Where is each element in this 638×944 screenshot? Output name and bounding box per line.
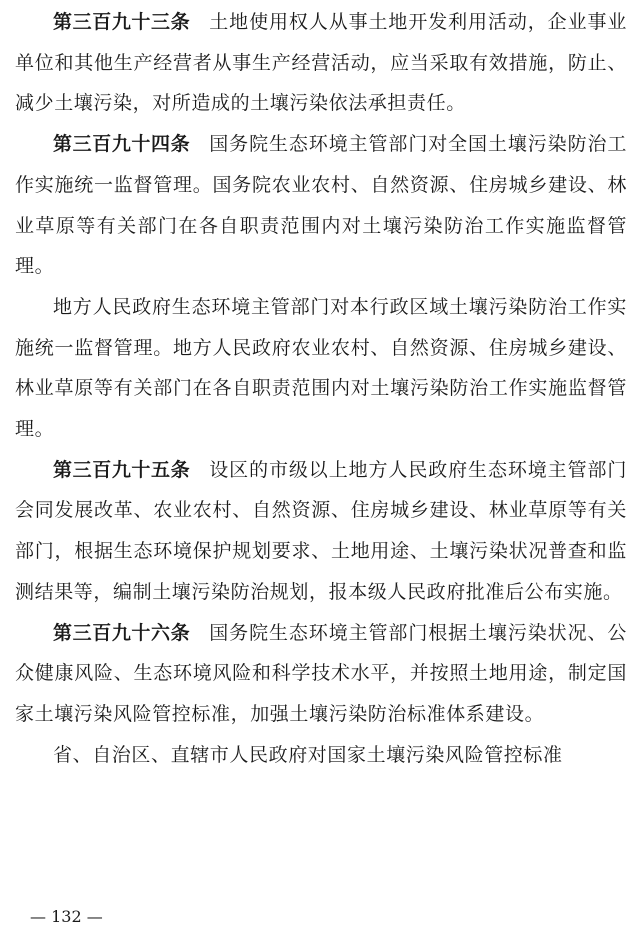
article-394-number: 第三百九十四条 [53,133,191,156]
article-395-paragraph-1 [15,450,627,613]
article-394-text-1: 国务院生态环境主管部门对全国土壤污染防治工作实施统一监督管理。国务院农业农村、自然资源、住房城乡建设、林业草原等有关部门在各自职责范围内对土壤污染防治工作实施监督管理。 [15,133,627,278]
article-394-paragraph-1 [15,124,627,287]
article-396-number: 第三百九十六条 [53,621,191,644]
page-number: — 132 — [30,907,103,926]
article-393-number: 第三百九十三条 [53,11,191,33]
article-395-number: 第三百九十五条 [53,458,191,481]
article-396-paragraph-1 [15,613,627,735]
article-393-text-1: 土地使用权人从事土地开发利用活动，企业事业单位和其他生产经营者从事生产经营活动，应当采取有效措施，防止、减少土壤污染，对所造成的土壤污染依法承担责任。 [15,11,627,115]
article-396-text-1: 国务院生态环境主管部门根据土壤污染状况、公众健康风险、生态环境风险和科学技术水平，并按照土地用途，制定国家土壤污染风险管控标准，加强土壤污染防治标准体系建设。 [15,621,627,725]
article-396-paragraph-2: 省、自治区、直辖市人民政府对国家土壤污染风险管控标准 [53,743,563,766]
document-page [15,2,627,775]
article-395-text-1: 设区的市级以上地方人民政府生态环境主管部门会同发展改革、农业农村、自然资源、住房城乡建设、林业草原等有关部门，根据生态环境保护规划要求、土地用途、土壤污染状况普查和监测结果等，编制土壤污染防治规划，报本级人民政府批准后公布实施。 [15,458,627,603]
article-394-paragraph-2: 地方人民政府生态环境主管部门对本行政区域土壤污染防治工作实施统一监督管理。地方人民政府农业农村、自然资源、住房城乡建设、林业草原等有关部门在各自职责范围内对土壤污染防治工作实施监督管理。 [15,295,627,441]
article-393-paragraph-1 [15,2,627,124]
